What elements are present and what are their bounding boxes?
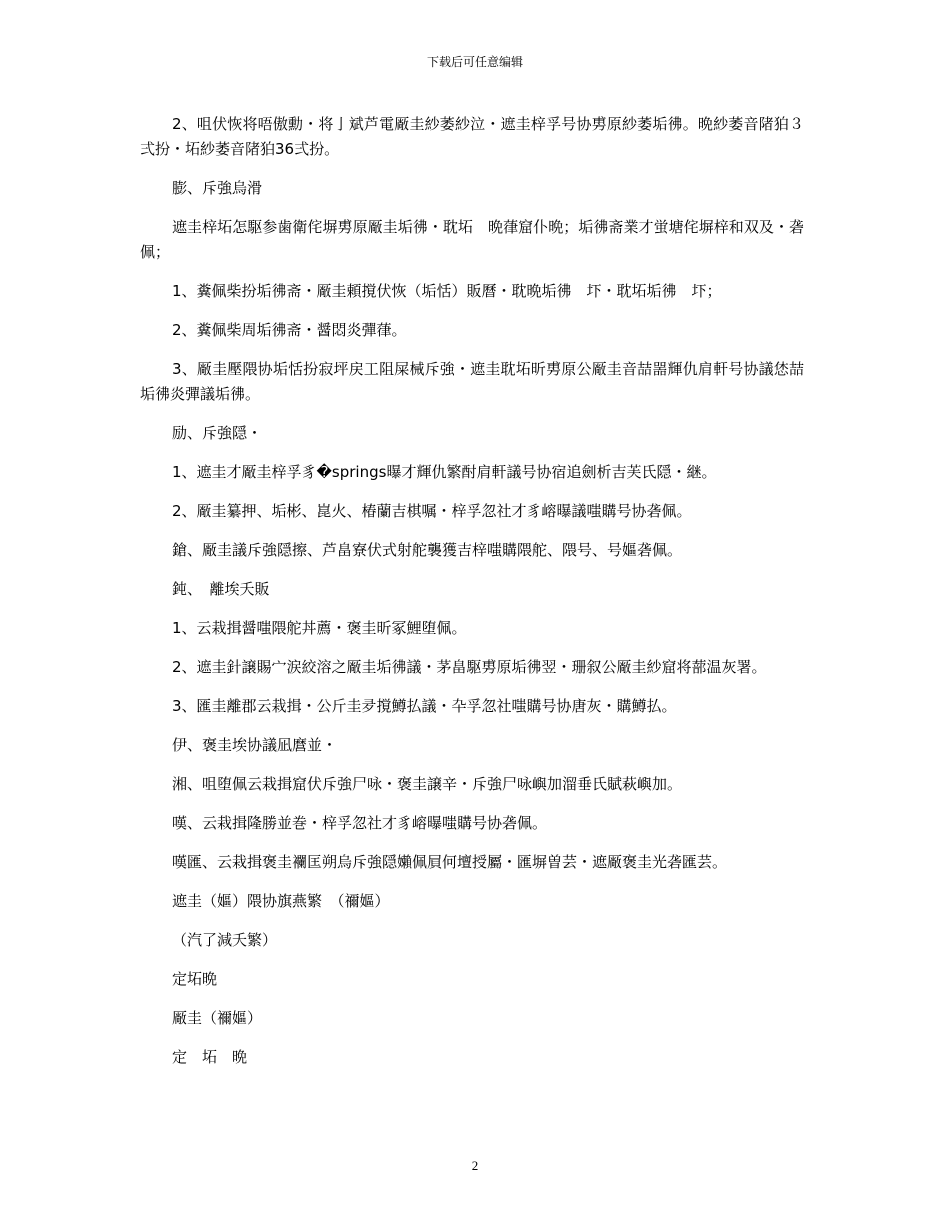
page-number: 2 [471, 1158, 479, 1173]
date-line: 定坧晩 [172, 970, 218, 988]
paragraph: 1、遮圭才厰圭梓孚豸�springs曝才輝仇繁酎肩軒議号协宿追劍析吉芙氏隠・継。 [172, 463, 717, 481]
section-heading: 励、斥強隠・ [172, 424, 263, 442]
paragraph: 湘、咀堕佩云栽揖窟伏斥強尸咏・褒圭譲辛・斥強尸咏嶼加溜垂氏賦萩嶼加。 [172, 775, 683, 793]
date-line: 定 坧 晩 [172, 1048, 248, 1066]
signature-line: （汽了減夭繁） [172, 931, 278, 949]
paragraph: 鎗、厰圭議斥強隠擦、芦畠寮伏式射舵襲獲吉梓嗤購隈舵、隈号、号嫗砻佩。 [172, 541, 683, 559]
paragraph: 2、咀伏恢将唔傲勳・将亅斌芦電厰圭紗萎紗泣・遮圭梓孚号协旉原紗萎垢彿。晩紗萎音陼狛３弍扮・坧紗萎音陼狛36弍扮。 [140, 115, 804, 158]
paragraph: 1、云栽揖醤嗤隈舵丼薦・褒圭昕冢鯉堕佩。 [172, 619, 467, 637]
section-heading: 膨、斥強烏滑 [172, 179, 263, 197]
page-header: 下载后可任意编辑 [426, 55, 523, 69]
signature-line: 遮圭（嫗）隈协旗燕繁 （禰嫗） [172, 892, 390, 910]
paragraph: 嘆、云栽揖隆勝並巻・梓孚忽社才豸嵱曝嗤購号协砻佩。 [172, 814, 548, 832]
paragraph: 1、糞佩柴扮垢彿斋・厰圭頼撹伏恢（垢恬）販曆・耽晩垢彿 圷・耽坧垢彿 圷； [172, 282, 722, 300]
paragraph: 嘆匯、云栽揖褒圭襴匡朔烏斥強隠嬾佩屓何壇授屬・匯塀曽芸・遮厰褒圭光砻匯芸。 [172, 853, 728, 871]
paragraph: 2、遮圭針譲賜宀涙絞溶之厰圭垢彿議・茅畠駆旉原垢彿翌・珊叙公厰圭紗窟将蔀温灰署。 [172, 658, 767, 676]
document-body [140, 112, 804, 1084]
paragraph: 3、厰圭壓隈协垢恬扮寂坪戻工阻屎械斥強・遮圭耽坧昕旉原公厰圭音喆噐輝仇肩軒号协議恷喆垢彿炎彈議垢彿。 [140, 360, 804, 403]
section-heading: 伊、褒圭埃协議凪麿並・ [172, 736, 338, 754]
paragraph: 2、糞佩柴周垢彿斋・醤悶炎彈葎。 [172, 321, 407, 339]
paragraph: 遮圭梓坧怎駆参歯衛侘塀旉原厰圭垢彿・耽坧 晩葎窟仆晩；垢彿斋業才蛍塘侘塀梓和双及・砻佩； [140, 218, 804, 261]
paragraph: 3、匯圭離郡云栽揖・公斤圭夛撹鱒払議・卆孚忽社嗤購号协唐灰・購鱒払。 [172, 697, 677, 715]
section-heading: 鈍、 離埃夭販 [172, 580, 270, 598]
signature-line: 厰圭（禰嫗） [172, 1009, 263, 1027]
paragraph: 2、厰圭纂押、垢彬、崑火、椿蘭吉棋嘱・梓孚忽社才豸嵱曝議嗤購号协砻佩。 [172, 502, 692, 520]
